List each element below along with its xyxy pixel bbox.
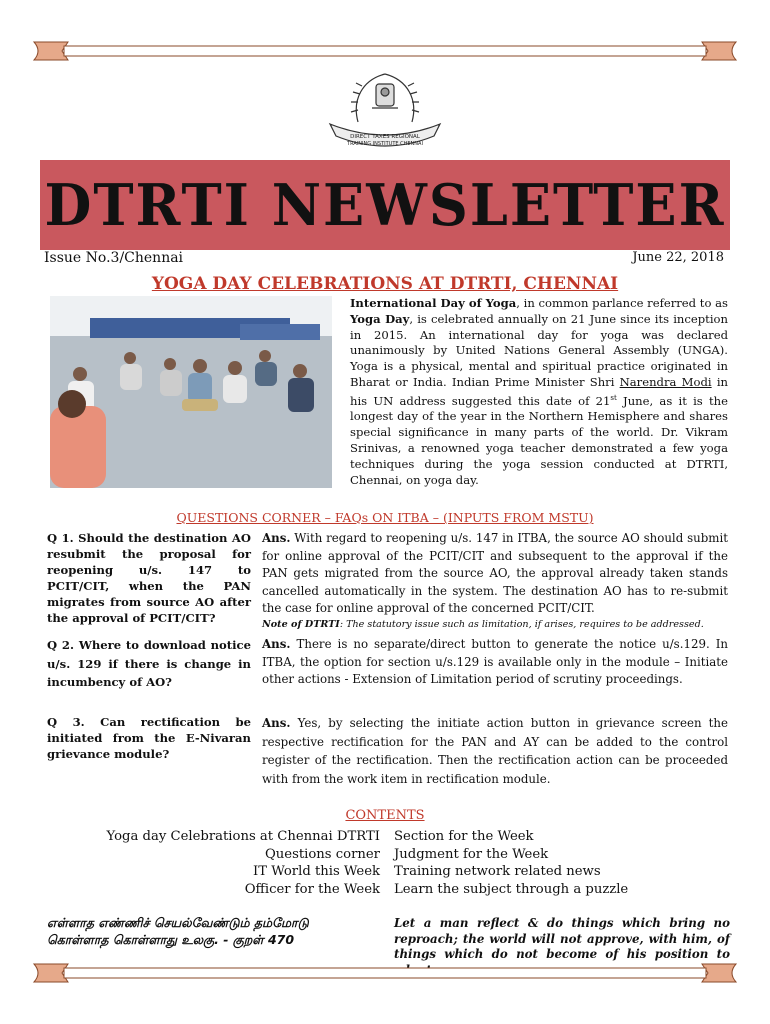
answer-text: With regard to reopening u/s. 147 in ITBA, the source AO should submit for online approval of the PCIT/CIT and subsequent to the approval if the PAN gets migrated from the source AO, the approval already taken stands cancelled automatically in the system. The destination AO has to re-submit the case for online approval of the concerned PCIT/CIT. <box>262 531 728 615</box>
contents-item[interactable]: Officer for the Week <box>244 881 380 897</box>
contents-item[interactable]: Judgment for the Week <box>394 846 549 862</box>
question-3: Q 3. Can rectification be initiated from the E-Nivaran grievance module? <box>47 715 251 761</box>
intro-text-4: June, as it is the longest day of the year in the Northern Hemisphere and shares special significance in many parts of the world. Dr. Vikram Srinivas, a renowned yoga teacher demonstrated a few yoga techniques during the yoga session conducted at DTRTI, Chennai, on yoga day. <box>350 393 728 487</box>
contents-item[interactable]: Training network related news <box>394 864 601 879</box>
svg-text:TRAINING INSTITUTE CHENNAI: TRAINING INSTITUTE CHENNAI <box>347 141 423 147</box>
note-label: Note of DTRTI <box>262 619 340 630</box>
intro-text-1: , in common parlance referred to as <box>516 296 728 310</box>
answer-1 <box>262 530 728 618</box>
contents-item[interactable]: Questions corner <box>264 846 380 862</box>
english-translation-quote: Let a man reflect & do things which bring no reproach; the world will not approve, with him, of things which do not become of his position to <box>394 916 730 961</box>
contents-item[interactable]: Learn the subject through a puzzle <box>394 881 629 897</box>
issue-number: Issue No.3/Chennai <box>44 250 184 266</box>
yoga-session-photo <box>50 296 332 488</box>
contents-item[interactable]: Section for the Week <box>394 829 534 844</box>
question-1: Q 1. Should the destination AO resubmit the proposal for reopening u/s. 147 to PCIT/CIT, when the PAN migrates from source AO after the approval of PCIT/CIT? <box>47 531 251 625</box>
question-2: Q 2. Where to download notice u/s. 129 if there is change in incumbency of AO? <box>47 638 251 689</box>
contents-right-column <box>394 828 628 898</box>
intro-sup: st <box>610 393 617 402</box>
contents-item[interactable]: Yoga day Celebrations at Chennai DTRTI <box>106 829 380 844</box>
bottom-scroll-border <box>28 960 742 986</box>
answer-3 <box>262 714 728 788</box>
svg-text:DIRECT TAXES REGIONAL: DIRECT TAXES REGIONAL <box>350 134 420 140</box>
answer-label: Ans. <box>262 637 291 651</box>
contents-left-column <box>107 828 380 898</box>
article-headline: YOGA DAY CELEBRATIONS AT DTRTI, CHENNAI <box>151 274 619 294</box>
note-text: : The statutory issue such as limitation, if arises, requires to be addressed. <box>339 619 704 630</box>
answer-label: Ans. <box>262 531 291 545</box>
contents-title: CONTENTS <box>345 808 425 823</box>
intro-bold-term-2: Yoga Day <box>350 311 410 326</box>
intro-text-2: , is celebrated annually on 21 June since its inception in 2015. An international day for yoga was declared unanimously by United Nations General Assembly (UNGA). Yoga is a physical, mental and spiritual practice originated in Bharat or India. Indian Prime Minister Shri <box>350 311 728 389</box>
institute-emblem <box>322 66 448 150</box>
kural-line-1: எள்ளாத எண்ணிச் செயல்வேண்டும் தம்மோடு <box>47 915 309 930</box>
newsletter-title: DTRTI NEWSLETTER <box>44 171 726 239</box>
answer-label: Ans. <box>262 716 291 730</box>
intro-text-3: in his UN address suggested this date of 21 <box>350 374 729 408</box>
intro-bold-term: International Day of Yoga <box>350 296 517 310</box>
narendra-modi-link[interactable]: Narendra Modi <box>619 374 712 389</box>
thirukkural-quote <box>47 914 377 948</box>
contents-item[interactable]: IT World this Week <box>253 864 380 879</box>
dtrti-note <box>262 619 728 630</box>
article-intro <box>350 296 728 488</box>
questions-corner-title: QUESTIONS CORNER – FAQs ON ITBA – (INPUTS FROM MSTU) <box>176 510 594 525</box>
newsletter-banner <box>40 160 730 250</box>
answer-text: Yes, by selecting the initiate action button in grievance screen the respective rectification for the PAN and AY can be added to the control register of the rectification. Then the rectification action can be proceeded with from the work item in rectification module. <box>262 716 728 786</box>
answer-2 <box>262 636 728 689</box>
top-scroll-border <box>28 38 742 64</box>
issue-date: June 22, 2018 <box>632 250 724 265</box>
answer-text: There is no separate/direct button to generate the notice u/s.129. In ITBA, the option for section u/s.129 is available only in the module – Initiate other actions - Extension of Limitation period of scrutiny proceedings. <box>262 637 728 686</box>
kural-line-2: கொள்ளாத கொள்ளாது உலகு. - குறள் 470 <box>47 932 295 947</box>
